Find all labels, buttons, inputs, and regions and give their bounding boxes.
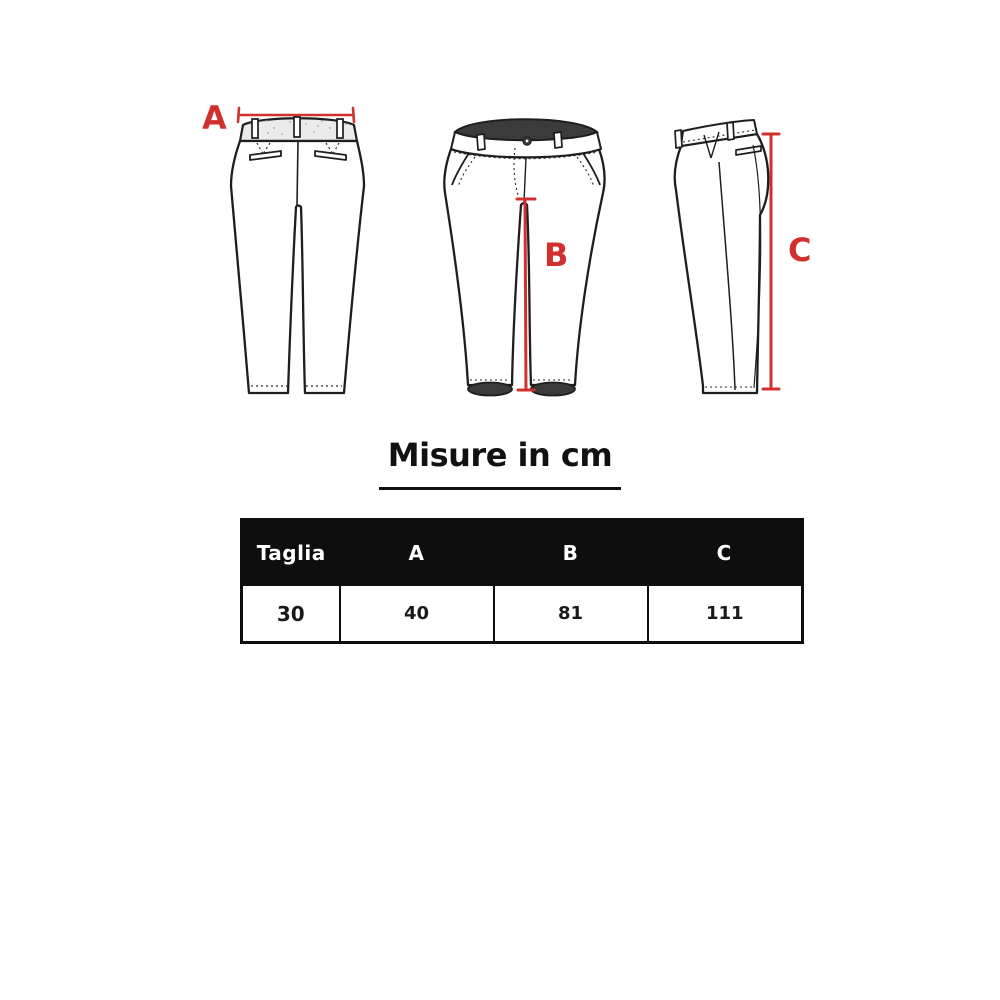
side-body-outline: [675, 134, 769, 393]
title-underline: [379, 487, 621, 490]
table-cell-b: 81: [494, 585, 648, 643]
table-cell-taglia: 30: [242, 585, 340, 643]
measure-label-c: C: [788, 231, 812, 269]
pants-back-view-drawing: [195, 93, 395, 405]
waist-button: [523, 137, 531, 145]
center-back-seam: [297, 141, 298, 205]
size-table-wrap: [240, 518, 804, 644]
back-waistband: [240, 117, 357, 141]
measure-label-a: A: [202, 99, 227, 137]
page-title: Misure in cm: [387, 436, 613, 474]
pants-front-view-drawing: [435, 103, 620, 403]
table-header-c: C: [648, 520, 803, 586]
table-header-a: A: [340, 520, 494, 586]
size-table-row: [242, 585, 803, 643]
table-header-taglia: Taglia: [242, 520, 340, 586]
table-cell-c: 111: [648, 585, 803, 643]
section-title-block: [0, 436, 1000, 490]
table-header-b: B: [494, 520, 648, 586]
size-table: [240, 518, 804, 644]
measure-label-b: B: [544, 236, 569, 274]
size-table-header-row: [242, 520, 803, 586]
table-cell-a: 40: [340, 585, 494, 643]
